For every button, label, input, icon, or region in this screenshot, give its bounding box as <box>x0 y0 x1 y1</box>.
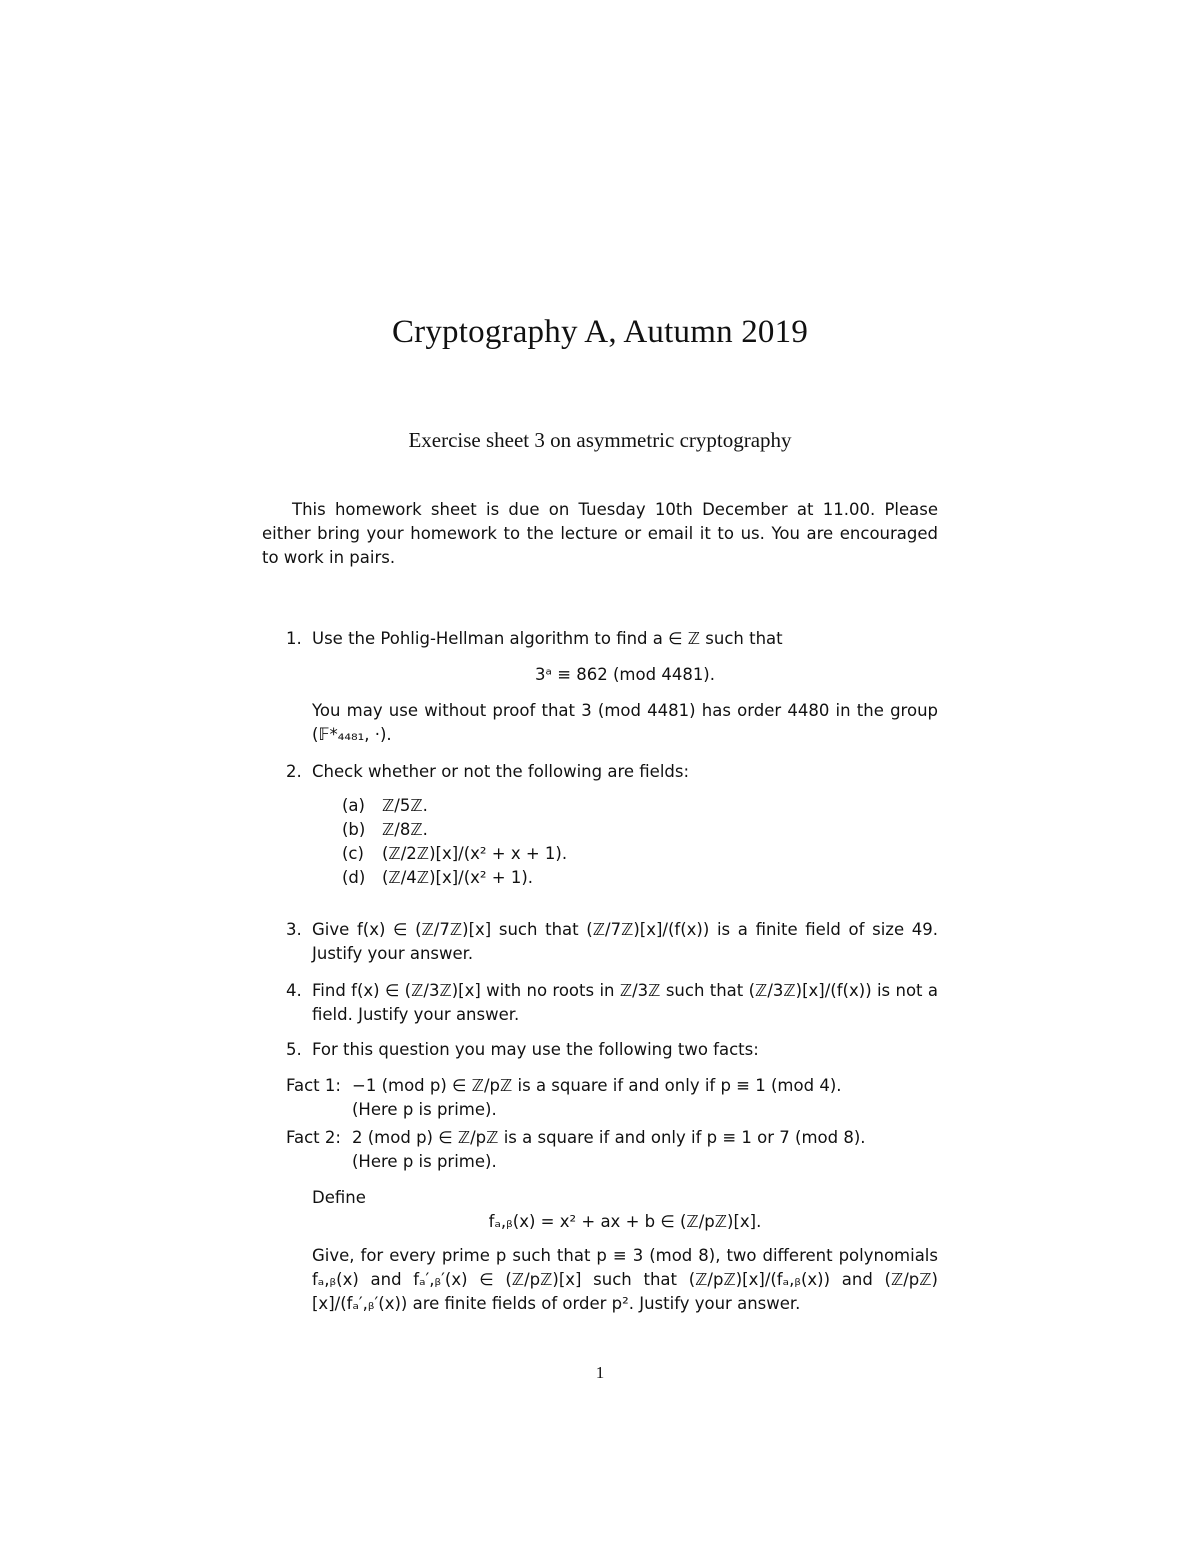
fact-label: Fact 1: <box>286 1076 341 1095</box>
question-5-number: 5. <box>286 1040 302 1059</box>
question-2-item-text: (ℤ/2ℤ)[x]/(x² + x + 1). <box>382 844 568 863</box>
fact-line: 2 (mod p) ∈ ℤ/pℤ is a square if and only if p ≡ 1 or 7 (mod 8). <box>352 1128 866 1147</box>
question-2-text: Check whether or not the following are fields: <box>312 762 690 781</box>
question-2-item-label: (d) <box>342 868 366 887</box>
question-1-equation: 3ᵃ ≡ 862 (mod 4481). <box>534 665 715 684</box>
page-number: 1 <box>595 1363 605 1382</box>
question-2-number: 2. <box>286 762 302 781</box>
question-4 <box>262 979 938 1027</box>
question-1-note: You may use without proof that 3 (mod 4481) has order 4480 in the group (𝔽*₄₄₈₁, ·). <box>312 701 938 744</box>
question-2-item-c <box>342 842 938 866</box>
fact-line: −1 (mod p) ∈ ℤ/pℤ is a square if and only if p ≡ 1 (mod 4). <box>352 1076 842 1095</box>
question-5 <box>262 1038 938 1316</box>
question-2-item-label: (b) <box>342 820 366 839</box>
document-title: Cryptography A, Autumn 2019 <box>391 314 809 350</box>
question-2-item-label: (c) <box>342 844 364 863</box>
intro-paragraph: This homework sheet is due on Tuesday 10th December at 11.00. Please either bring your homework to the lecture or email it to us. You are encouraged to work in pairs. <box>262 500 938 567</box>
fact-1 <box>286 1074 938 1122</box>
question-4-text: Find f(x) ∈ (ℤ/3ℤ)[x] with no roots in ℤ/3ℤ such that (ℤ/3ℤ)[x]/(f(x)) is not a field. Justify your answer. <box>312 981 938 1024</box>
question-3-number: 3. <box>286 920 302 939</box>
question-2-item-a <box>342 794 938 818</box>
question-2-item-d <box>342 866 938 890</box>
question-2-item-text: ℤ/5ℤ. <box>382 796 428 815</box>
question-3 <box>262 918 938 966</box>
question-1-number: 1. <box>286 629 302 648</box>
question-5-define: Define <box>312 1188 366 1207</box>
fact-label: Fact 2: <box>286 1128 341 1147</box>
fact-2 <box>286 1126 938 1174</box>
question-2-item-text: (ℤ/4ℤ)[x]/(x² + 1). <box>382 868 534 887</box>
question-5-text: For this question you may use the following two facts: <box>312 1040 759 1059</box>
question-5-definition-equation: fₐ,ᵦ(x) = x² + ax + b ∈ (ℤ/pℤ)[x]. <box>488 1212 762 1231</box>
question-4-number: 4. <box>286 981 302 1000</box>
question-2 <box>262 760 938 890</box>
question-2-item-b <box>342 818 938 842</box>
fact-line: (Here p is prime). <box>352 1152 497 1171</box>
question-3-text: Give f(x) ∈ (ℤ/7ℤ)[x] such that (ℤ/7ℤ)[x]/(f(x)) is a finite field of size 49. Justify your answer. <box>312 920 938 963</box>
question-5-task: Give, for every prime p such that p ≡ 3 (mod 8), two different polynomials fₐ,ᵦ(x) and fₐ′,ᵦ′(x) ∈ (ℤ/pℤ)[x] such that (ℤ/pℤ)[x]/(fₐ,ᵦ(x)) and (ℤ/pℤ)[x]/(fₐ′,ᵦ′(x)) are finite fields of order p². Justify your answer. <box>312 1246 938 1313</box>
question-1 <box>262 627 938 747</box>
question-2-item-text: ℤ/8ℤ. <box>382 820 428 839</box>
fact-line: (Here p is prime). <box>352 1100 497 1119</box>
question-2-item-label: (a) <box>342 796 365 815</box>
document-subtitle: Exercise sheet 3 on asymmetric cryptography <box>408 428 792 452</box>
question-1-text: Use the Pohlig-Hellman algorithm to find a ∈ ℤ such that <box>312 629 783 648</box>
